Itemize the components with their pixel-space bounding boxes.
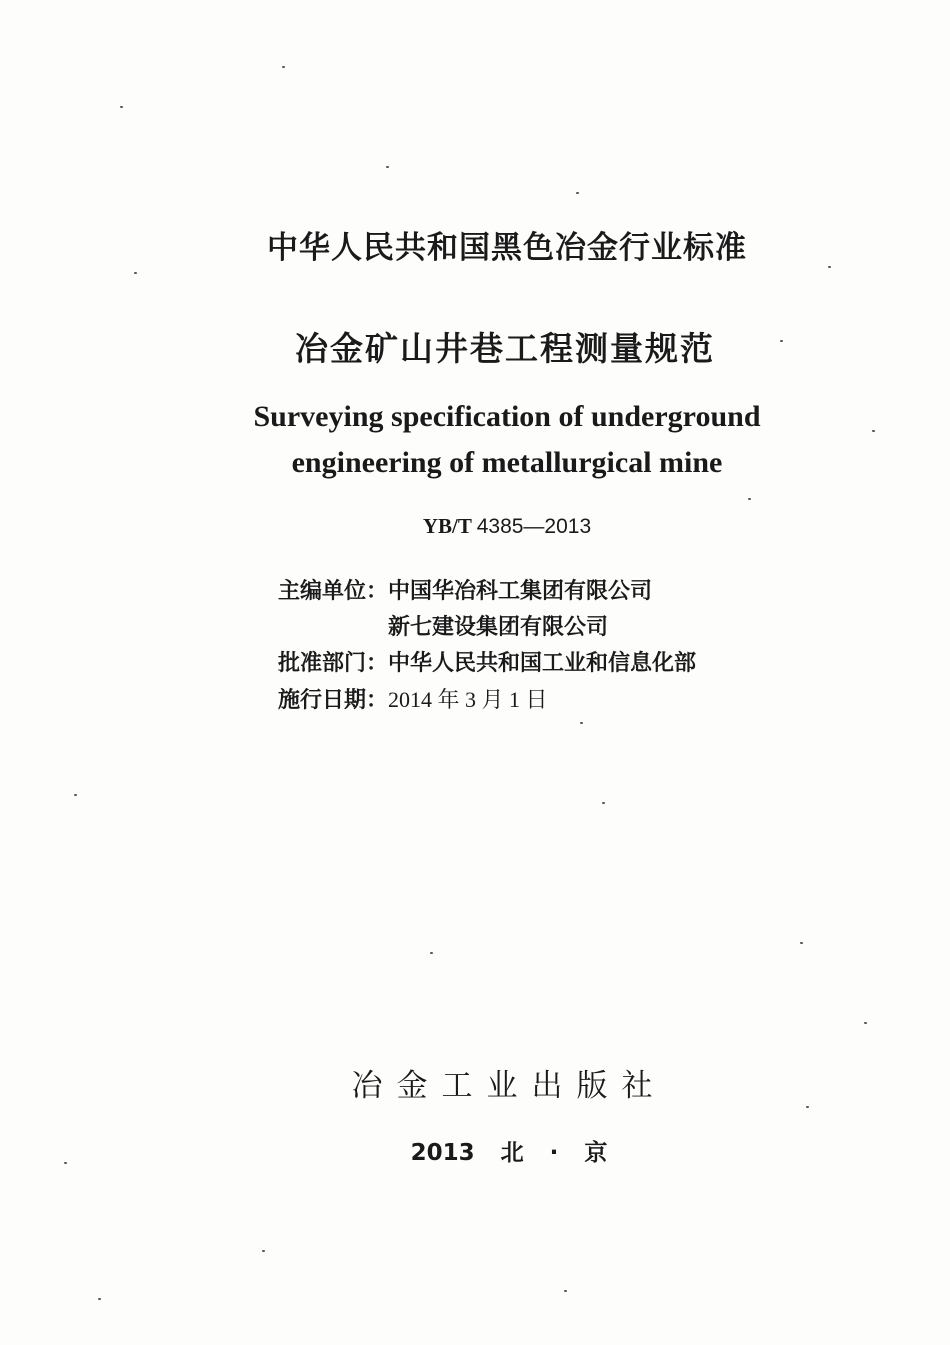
scan-speck: [800, 942, 803, 944]
scan-speck: [564, 1290, 567, 1292]
effective-date-row: [278, 682, 696, 718]
publication-year: 2013: [410, 1140, 475, 1166]
english-title-line-1: Surveying specification of underground: [253, 400, 761, 433]
editor-unit-1: 中国华冶科工集团有限公司: [388, 579, 653, 604]
scan-speck: [864, 1022, 867, 1024]
editor-row-2: [278, 610, 696, 646]
publisher-name: 冶金工业出版社: [351, 1068, 667, 1104]
effective-date: 2014 年 3 月 1 日: [388, 687, 548, 712]
scan-speck: [806, 1106, 809, 1108]
scan-speck: [602, 802, 605, 804]
approval-label: 批准部门：: [278, 651, 389, 676]
editor-row: [278, 574, 696, 610]
scan-speck: [134, 272, 137, 274]
scan-speck: [64, 1162, 67, 1164]
scan-speck: [576, 192, 579, 194]
scan-speck: [748, 498, 751, 500]
publication-place: [34, 1134, 950, 1167]
effective-label: 施行日期：: [278, 688, 389, 713]
publication-info: [278, 574, 696, 718]
editor-label: 主编单位：: [278, 579, 389, 604]
scan-speck: [386, 166, 389, 168]
scan-speck: [780, 340, 783, 342]
approval-dept: 中华人民共和国工业和信息化部: [388, 651, 697, 676]
scan-speck: [120, 106, 123, 108]
standard-number: [32, 514, 950, 539]
industry-standard-heading: 中华人民共和国黑色冶金行业标准: [267, 230, 747, 266]
standard-prefix: YB/T: [422, 514, 472, 538]
publication-city: 北 · 京: [500, 1140, 608, 1166]
editor-unit-2: 新七建设集团有限公司: [388, 615, 609, 640]
approval-row: [278, 646, 696, 682]
english-title-line-2: engineering of metallurgical mine: [291, 446, 723, 479]
scan-speck: [828, 266, 831, 268]
scan-speck: [98, 1298, 101, 1300]
scan-speck: [262, 1250, 265, 1252]
scan-speck: [580, 722, 583, 724]
standard-code: 4385—2013: [476, 515, 592, 538]
scan-speck: [872, 430, 875, 432]
scan-speck: [430, 952, 433, 954]
english-title: [32, 394, 950, 486]
scan-speck: [74, 794, 77, 796]
chinese-title: 冶金矿山井巷工程测量规范: [295, 329, 715, 368]
scan-speck: [282, 66, 285, 68]
